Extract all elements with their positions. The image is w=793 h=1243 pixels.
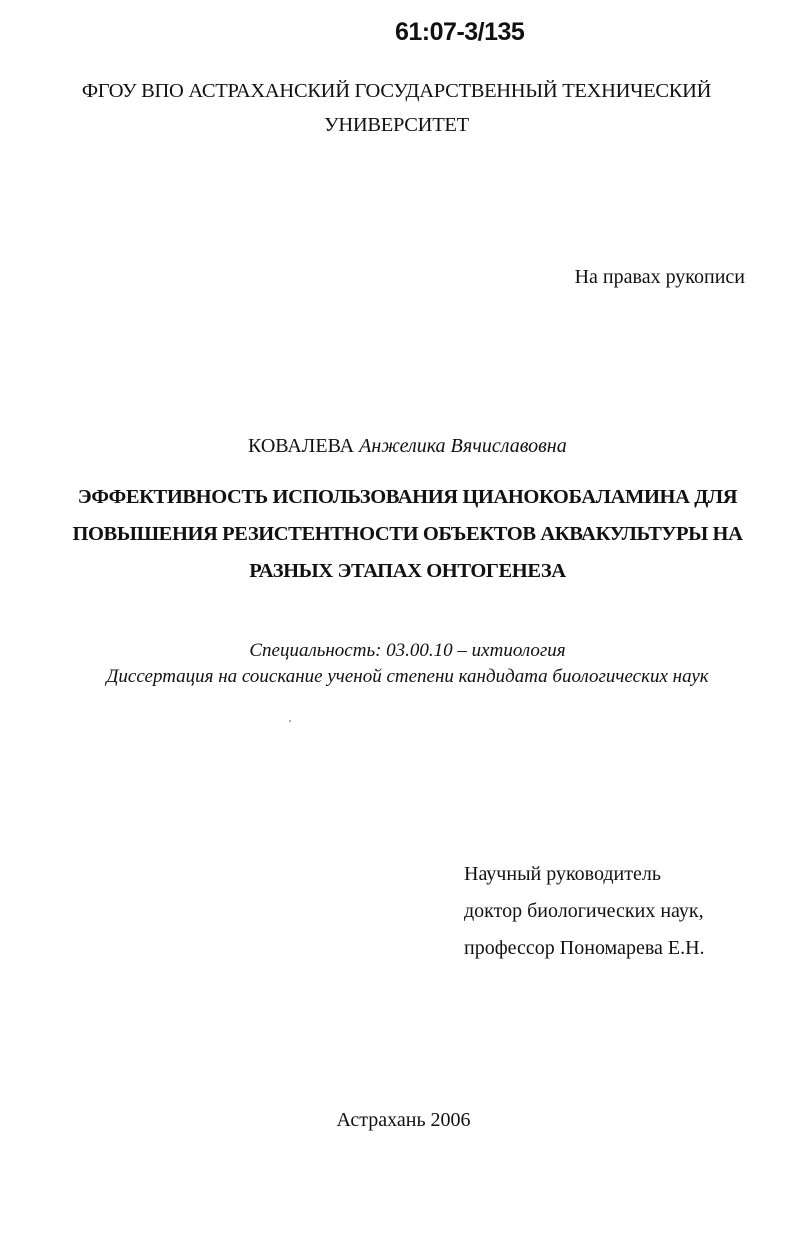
thesis-title-line-1: ЭФФЕКТИВНОСТЬ ИСПОЛЬЗОВАНИЯ ЦИАНОКОБАЛАМИНА ДЛЯ: [77, 486, 738, 508]
institution-name: [0, 74, 793, 142]
supervisor-degree: доктор биологических наук,: [464, 900, 704, 922]
institution-line-2: УНИВЕРСИТЕТ: [324, 114, 469, 136]
thesis-title-line-3: РАЗНЫХ ЭТАПАХ ОНТОГЕНЕЗА: [249, 560, 566, 582]
archive-code: 61:07-3/135: [395, 18, 525, 46]
thesis-title-line-2: ПОВЫШЕНИЯ РЕЗИСТЕНТНОСТИ ОБЪЕКТОВ АКВАКУЛЬТУРЫ НА: [72, 523, 743, 545]
scan-speck: [289, 720, 291, 722]
supervisor-name: профессор Пономарева Е.Н.: [464, 937, 705, 959]
specialty-line: Специальность: 03.00.10 – ихтиология: [249, 640, 566, 661]
supervisor-role: Научный руководитель: [464, 863, 661, 885]
author-surname: КОВАЛЕВА: [248, 435, 355, 457]
rights-note: На правах рукописи: [574, 266, 745, 288]
author-given-names: Анжелика Вячиславовна: [359, 435, 567, 457]
thesis-title: [0, 479, 793, 590]
place-year: Астрахань 2006: [336, 1109, 471, 1131]
institution-line-1: ФГОУ ВПО АСТРАХАНСКИЙ ГОСУДАРСТВЕННЫЙ ТЕХНИЧЕСКИЙ: [81, 80, 712, 102]
degree-line: Диссертация на соискание ученой степени кандидата биологических наук: [106, 666, 709, 687]
supervisor-block: [464, 856, 705, 967]
author-name: [248, 435, 567, 458]
specialty-block: [0, 638, 793, 690]
